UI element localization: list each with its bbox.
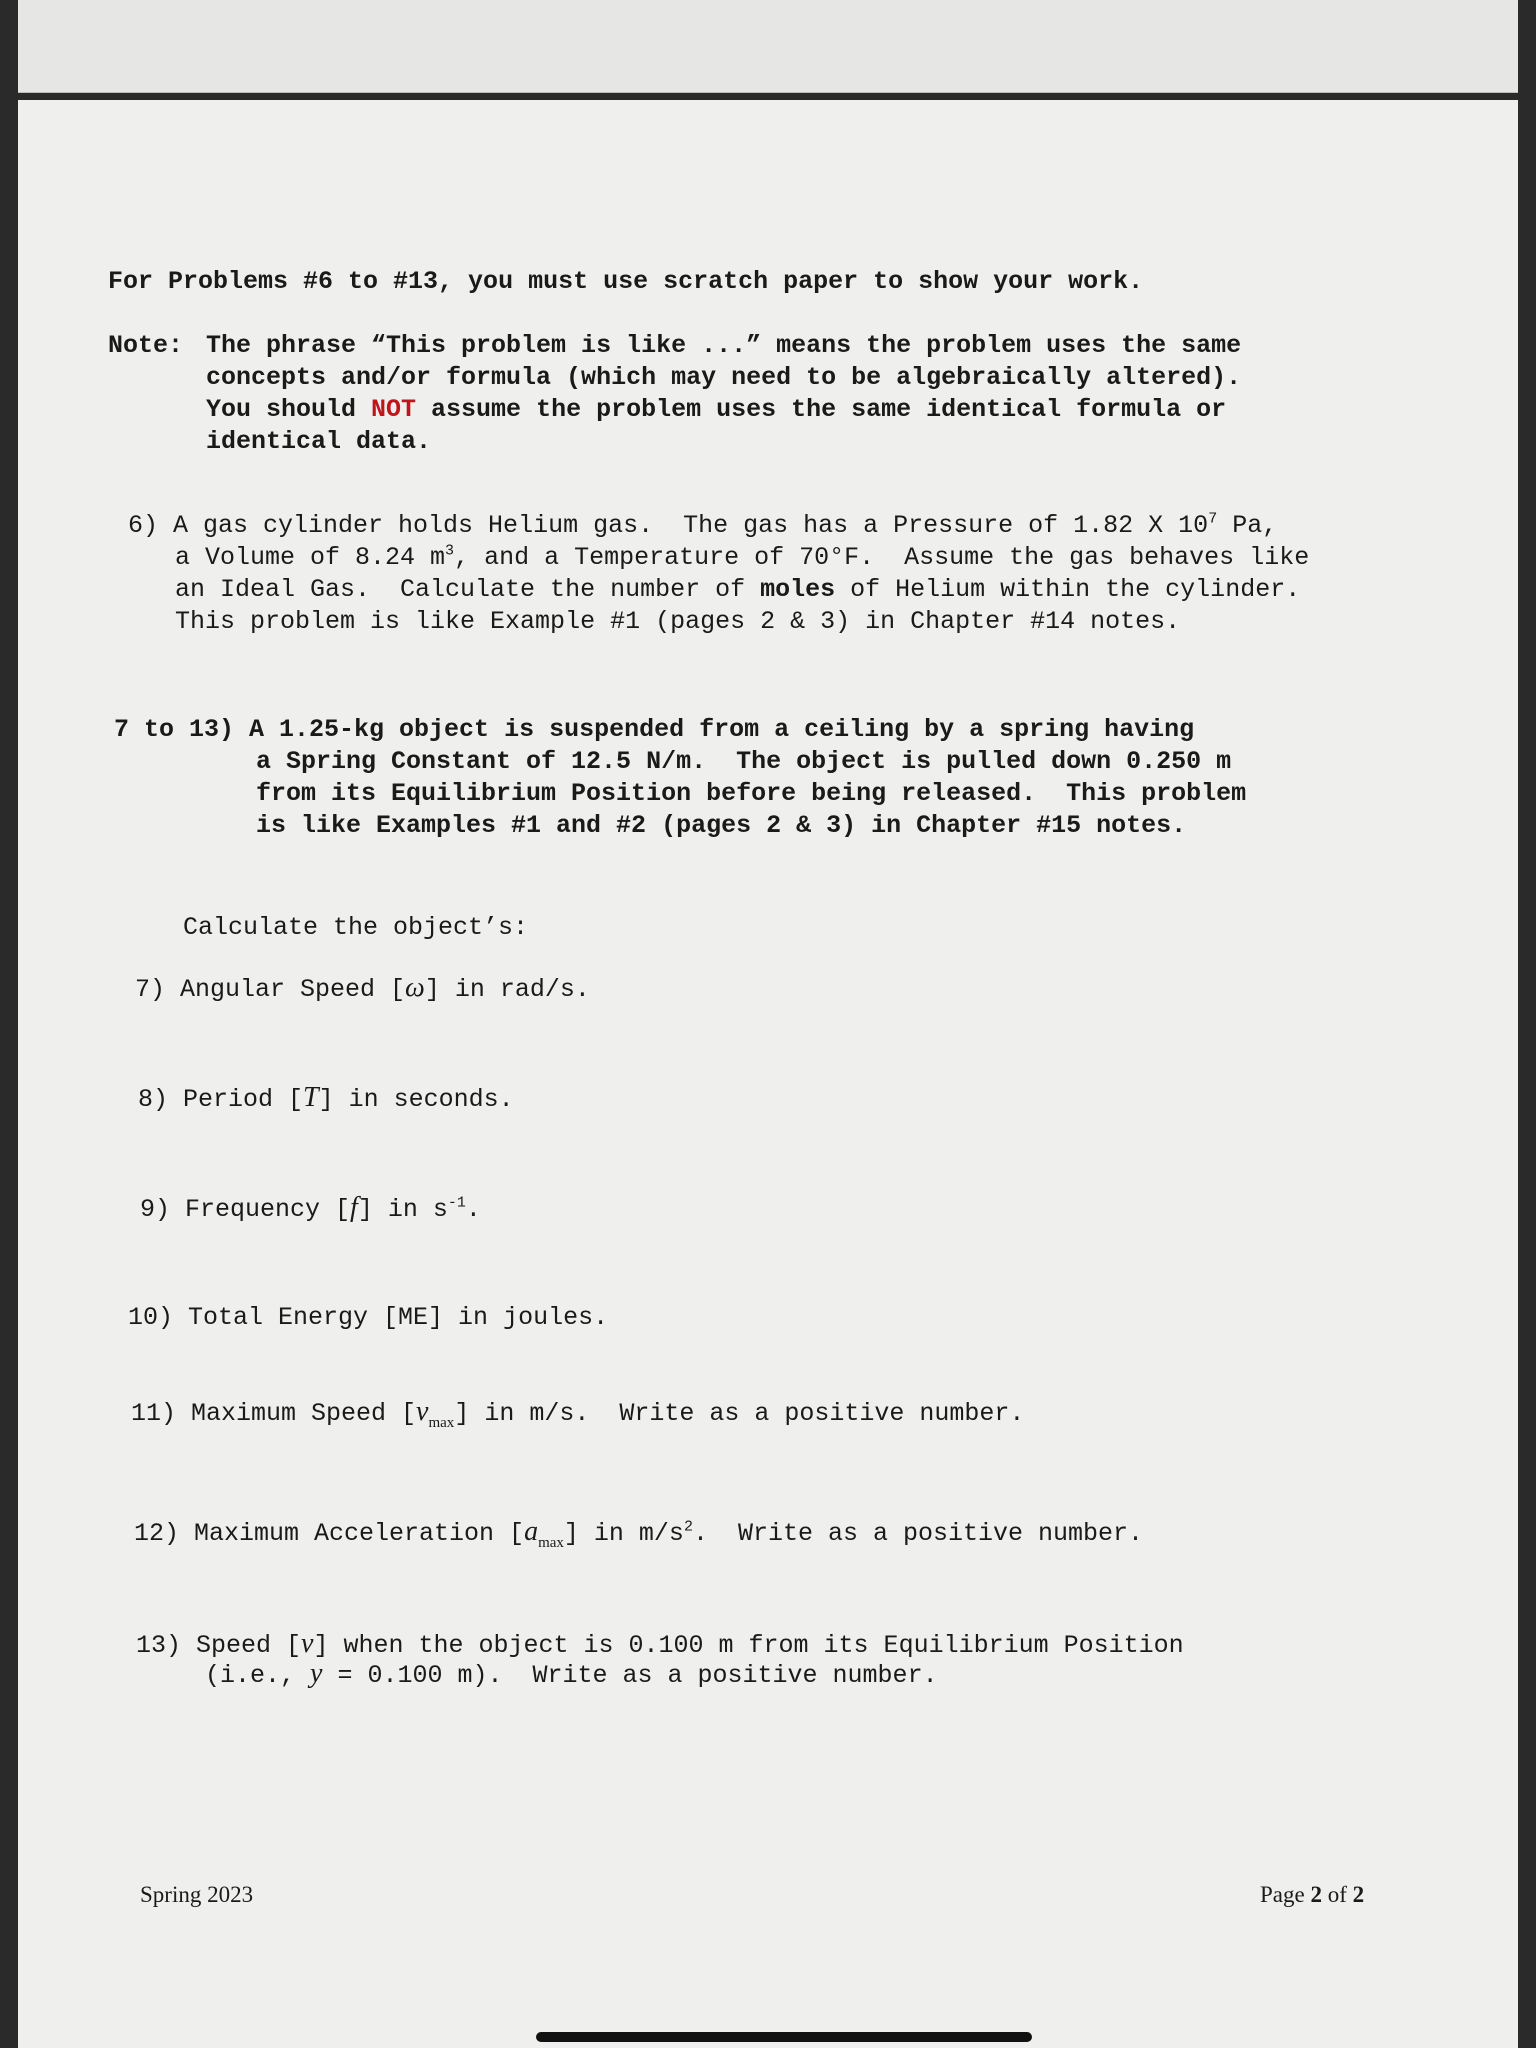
problem-7-13-line-1: 7 to 13) A 1.25-kg object is suspended from a ceiling by a spring having xyxy=(114,715,1195,744)
note-line-1: The phrase “This problem is like ...” means the problem uses the same xyxy=(206,331,1242,360)
calculate-label: Calculate the object’s: xyxy=(183,913,529,942)
footer-page-number: Page 2 of 2 xyxy=(1260,1882,1365,1907)
moles-emphasis: moles xyxy=(760,575,836,604)
problem-7-13-line-4: is like Examples #1 and #2 (pages 2 & 3) in Chapter #15 notes. xyxy=(256,811,1187,840)
question-9: 9) Frequency [f] in $s^{-1}$. xyxy=(140,1192,481,1224)
note-line-4: identical data. xyxy=(206,427,432,456)
problem-7-13-line-3: from its Equilibrium Position before being released. This problem xyxy=(256,779,1247,808)
not-emphasis: NOT xyxy=(371,395,417,424)
question-12: 12) Maximum Acceleration $[a_{max}]$ in $m/s^2$. Write as a positive number. xyxy=(134,1516,1144,1551)
problem-6-line-3: an Ideal Gas. Calculate the number of moles of Helium within the cylinder. xyxy=(175,575,1301,604)
worksheet-page xyxy=(18,100,1518,2048)
question-7: 7) Angular Speed [ω] in rad/s. xyxy=(135,972,590,1004)
question-13-line-2: (i.e., y = 0.100 m). Write as a positive number. xyxy=(205,1658,938,1690)
top-page-edge xyxy=(18,0,1518,93)
question-10: 10) Total Energy [ME] in joules. xyxy=(128,1303,609,1332)
question-11: 11) Maximum Speed $[v_{max}]$ in m/s. Write as a positive number. xyxy=(131,1396,1025,1431)
question-13-line-1: 13) Speed [v] when the object is 0.100 m from its Equilibrium Position xyxy=(136,1628,1184,1660)
question-8: 8) Period [T] in seconds. xyxy=(138,1082,514,1114)
problem-6-line-4: This problem is like Example #1 (pages 2 & 3) in Chapter #14 notes. xyxy=(175,607,1181,636)
instructions-header: For Problems #6 to #13, you must use scratch paper to show your work. xyxy=(108,267,1144,296)
home-indicator-bar[interactable] xyxy=(536,2032,1032,2042)
problem-7-13-line-2: a Spring Constant of 12.5 N/m. The object is pulled down 0.250 m xyxy=(256,747,1232,776)
note-line-3: You should NOT assume the problem uses the same identical formula or xyxy=(206,395,1227,424)
footer-term: Spring 2023 xyxy=(140,1882,254,1907)
note-line-2: concepts and/or formula (which may need to be algebraically altered). xyxy=(206,363,1242,392)
note-label: Note: xyxy=(108,331,184,360)
problem-6-line-2: a Volume of 8.24 $m^3$, and a Temperature of 70°F. Assume the gas behaves like xyxy=(175,542,1310,572)
problem-6-line-1: 6) A gas cylinder holds Helium gas. The gas has a Pressure of 1.82 X $10^7$ Pa, xyxy=(128,510,1278,540)
